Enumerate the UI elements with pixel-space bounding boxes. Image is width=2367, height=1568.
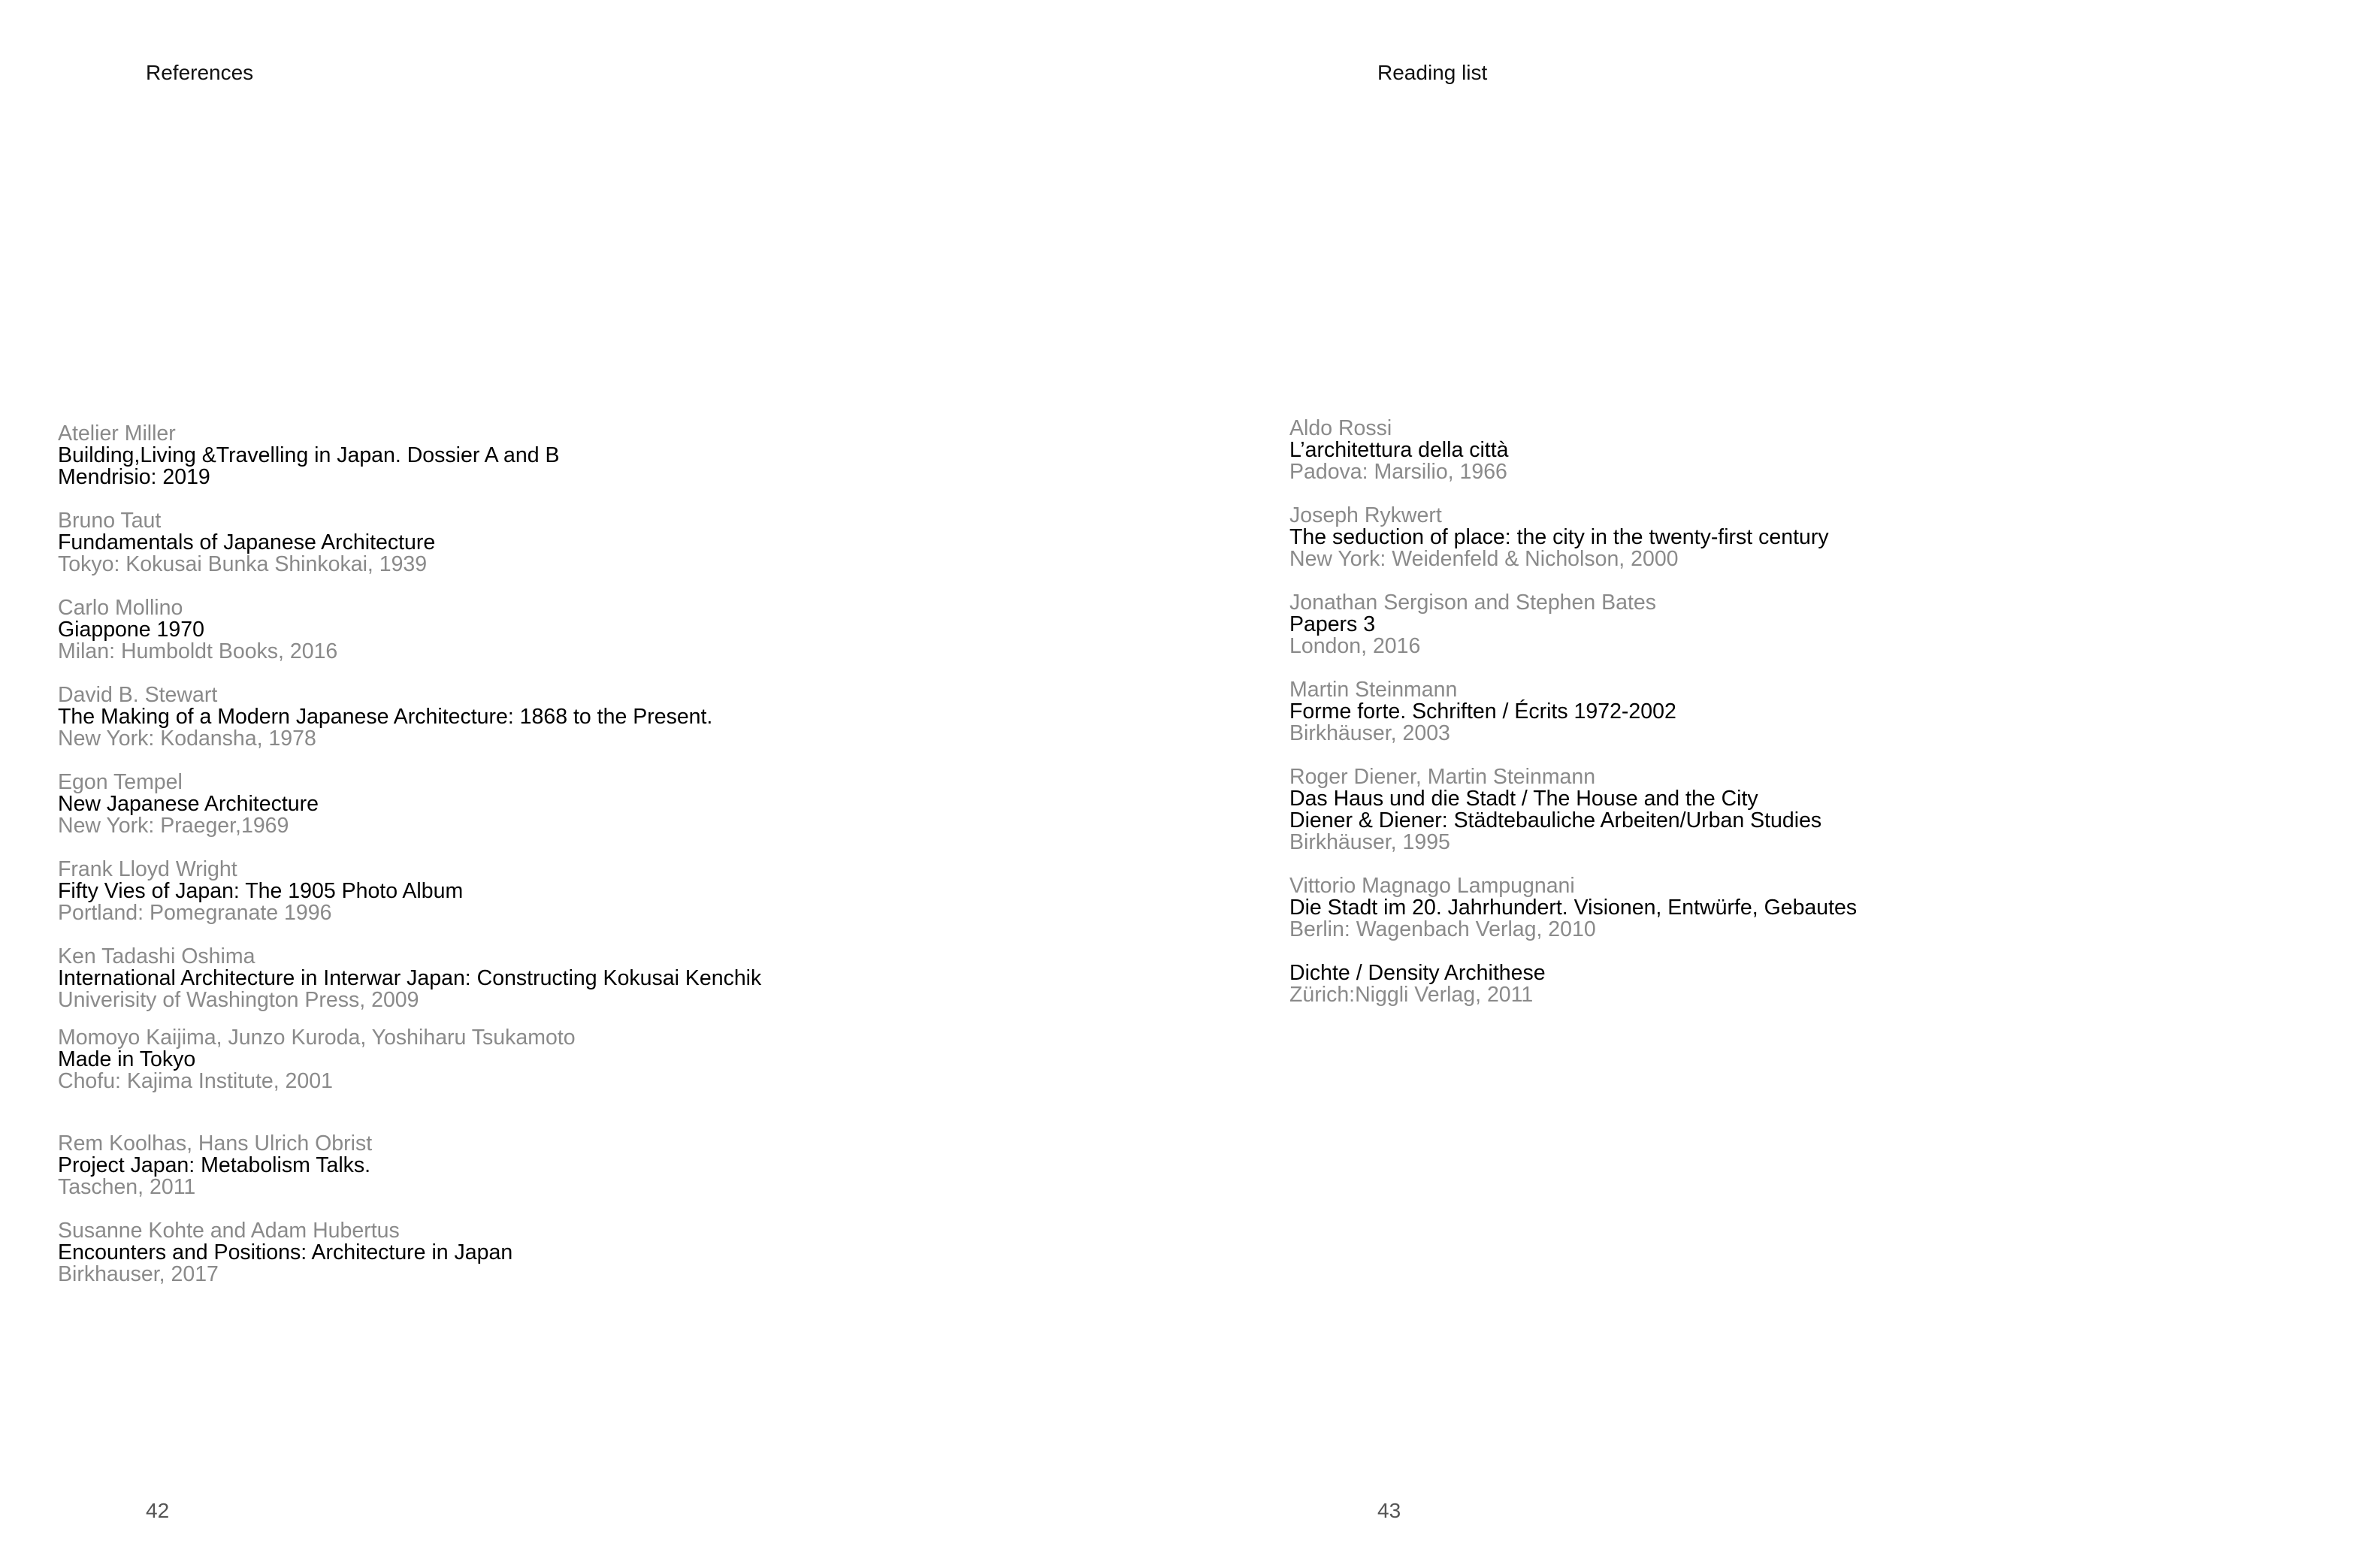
page-number: 43 <box>1377 1499 1401 1522</box>
reference-title: Die Stadt im 20. Jahrhundert. Visionen, Entwürfe, Gebautes <box>1289 896 1858 920</box>
reference-publication: Birkhauser, 2017 <box>58 1262 219 1286</box>
reference-author: Egon Tempel <box>58 770 183 794</box>
reference-publication: Mendrisio: 2019 <box>58 465 210 489</box>
reference-author: Roger Diener, Martin Steinmann <box>1289 765 1596 789</box>
reference-title: Dichte / Density Archithese <box>1289 961 1546 985</box>
reference-title: Project Japan: Metabolism Talks. <box>58 1153 371 1177</box>
reference-entry <box>1289 592 2341 657</box>
references-list <box>58 423 1110 1307</box>
reference-title: Papers 3 <box>1289 612 1376 636</box>
reference-subtitle: Diener & Diener: Städtebauliche Arbeiten/Urban Studies <box>1289 808 1822 832</box>
reference-publication: Berlin: Wagenbach Verlag, 2010 <box>1289 917 1596 941</box>
reference-author: Martin Steinmann <box>1289 678 1458 702</box>
reference-publication: New York: Kodansha, 1978 <box>58 727 316 751</box>
reference-publication: Univerisity of Washington Press, 2009 <box>58 988 419 1012</box>
reference-title: Building,Living &Travelling in Japan. Dossier A and B <box>58 443 560 467</box>
reference-publication: London, 2016 <box>1289 634 1421 658</box>
reference-publication: New York: Weidenfeld & Nicholson, 2000 <box>1289 547 1679 571</box>
reference-entry <box>58 1220 1110 1286</box>
reference-title: L’architettura della città <box>1289 438 1509 462</box>
reference-title: New Japanese Architecture <box>58 792 319 816</box>
reference-title: The seduction of place: the city in the twenty-first century <box>1289 525 1829 549</box>
reference-author: Susanne Kohte and Adam Hubertus <box>58 1219 400 1243</box>
reference-author: Momoyo Kaijima, Junzo Kuroda, Yoshiharu Tsukamoto <box>58 1026 576 1050</box>
reference-title: International Architecture in Interwar Japan: Constructing Kokusai Kenchik <box>58 966 762 990</box>
reference-entry <box>1289 505 2341 570</box>
reference-author: Ken Tadashi Oshima <box>58 944 255 968</box>
reference-entry <box>58 423 1110 488</box>
reference-publication: Taschen, 2011 <box>58 1175 196 1199</box>
reference-entry <box>58 1133 1110 1198</box>
reference-title: Encounters and Positions: Architecture in Japan <box>58 1240 513 1264</box>
page-heading-references: References <box>146 61 254 84</box>
page-heading-reading-list: Reading list <box>1377 61 1488 84</box>
right-page <box>1184 0 2367 1568</box>
reference-entry <box>58 684 1110 750</box>
page-number: 42 <box>146 1499 170 1522</box>
reference-entry <box>1289 875 2341 941</box>
reference-title: Made in Tokyo <box>58 1047 196 1071</box>
reference-title: Forme forte. Schriften / Écrits 1972-2002 <box>1289 699 1676 724</box>
reference-entry <box>58 597 1110 663</box>
reference-entry <box>58 946 1110 1011</box>
reference-entry <box>1289 766 2341 853</box>
reference-entry <box>58 859 1110 924</box>
reference-entry <box>1289 418 2341 483</box>
reference-publication: Portland: Pomegranate 1996 <box>58 901 332 925</box>
reference-publication: Padova: Marsilio, 1966 <box>1289 460 1507 484</box>
reference-entry <box>58 510 1110 576</box>
reference-entry <box>58 772 1110 837</box>
reference-author: Aldo Rossi <box>1289 416 1392 440</box>
reading-list <box>1289 418 2341 1028</box>
reference-author: Vittorio Magnago Lampugnani <box>1289 874 1575 898</box>
reference-publication: Zürich:Niggli Verlag, 2011 <box>1289 983 1534 1007</box>
reference-publication: Milan: Humboldt Books, 2016 <box>58 639 338 663</box>
reference-author: Rem Koolhas, Hans Ulrich Obrist <box>58 1131 373 1156</box>
reference-title: Fundamentals of Japanese Architecture <box>58 530 436 554</box>
reference-author: David B. Stewart <box>58 683 218 707</box>
reference-author: Frank Lloyd Wright <box>58 857 237 881</box>
reference-author: Carlo Mollino <box>58 596 183 620</box>
reference-title: Das Haus und die Stadt / The House and the City <box>1289 787 1758 811</box>
reference-entry <box>1289 962 2341 1006</box>
reference-author: Bruno Taut <box>58 509 162 533</box>
reference-publication: Tokyo: Kokusai Bunka Shinkokai, 1939 <box>58 552 428 576</box>
reference-author: Jonathan Sergison and Stephen Bates <box>1289 591 1657 615</box>
reference-title: Fifty Vies of Japan: The 1905 Photo Album <box>58 879 464 903</box>
reference-title: Giappone 1970 <box>58 618 204 642</box>
reference-author: Atelier Miller <box>58 421 176 446</box>
reference-title: The Making of a Modern Japanese Architecture: 1868 to the Present. <box>58 705 713 729</box>
reference-entry <box>1289 679 2341 745</box>
reference-publication: New York: Praeger,1969 <box>58 814 289 838</box>
reference-entry <box>58 1027 1110 1092</box>
reference-publication: Chofu: Kajima Institute, 2001 <box>58 1069 333 1093</box>
reference-author: Joseph Rykwert <box>1289 503 1442 527</box>
reference-publication: Birkhäuser, 2003 <box>1289 721 1450 745</box>
reference-publication: Birkhäuser, 1995 <box>1289 830 1450 854</box>
